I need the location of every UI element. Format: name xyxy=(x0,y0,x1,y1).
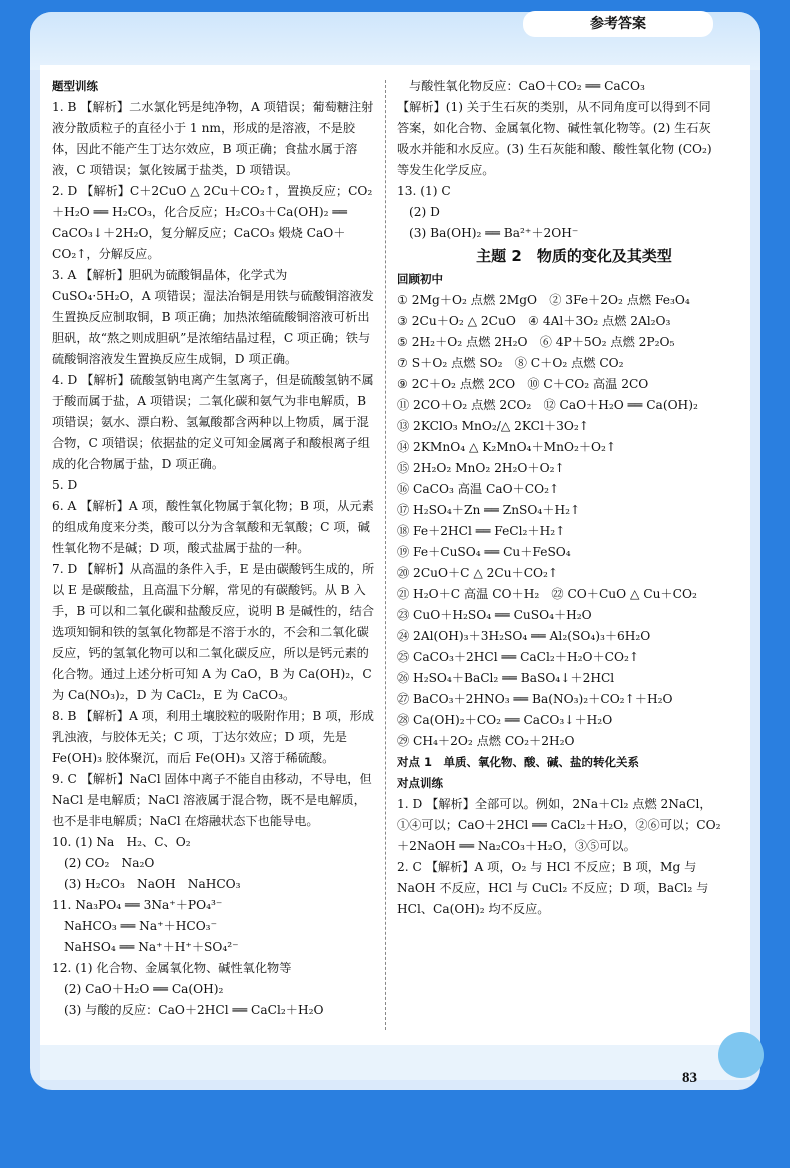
right-paragraph: 对点 1 单质、氧化物、酸、碱、盐的转化关系 xyxy=(397,755,640,769)
right-paragraph: ⑨ 2C＋O₂ 点燃 2CO ⑩ C＋CO₂ 高温 2CO xyxy=(397,377,649,391)
footer-strip xyxy=(40,1045,750,1080)
left-paragraph: (3) H₂CO₃ NaOH NaHCO₃ xyxy=(64,877,241,891)
right-paragraph: 回顾初中 xyxy=(397,272,443,286)
left-paragraph: (3) 与酸的反应：CaO＋2HCl ══ CaCl₂＋H₂O xyxy=(64,1003,324,1017)
right-paragraph: ⑳ 2CuO＋C △ 2Cu＋CO₂↑ xyxy=(397,566,559,580)
left-paragraph: 6. A 【解析】A 项，酸性氧化物属于氧化物；B 项，从元素的组成角度来分类，酸可以分为含氧酸和无氧酸；C 项，碱性氧化物不是碱；D 项，酸式盐属于盐的一种。 xyxy=(52,499,374,555)
left-paragraph: 7. D 【解析】从高温的条件入手，E 是由碳酸钙生成的，所以 E 是碳酸盐，且高温下分解，常见的有碳酸钙。从 B 入手，B 可以和二氧化碳和盐酸反应，说明 B 是碱性的，结合选项知铜和铁的氢氧化物都是不溶于水的，不会和二氧化碳反应，钙的氢氧化物可以和二氧化碳反应，所以是钙元素的化合物。通过上述分析可知 A 为 CaO，B 为 Ca(OH)₂，C 为 Ca(NO₃)₂，D 为 CaCl₂，E 为 CaCO₃。 xyxy=(52,562,375,702)
right-paragraph: ⑬ 2KClO₃ MnO₂/△ 2KCl＋3O₂↑ xyxy=(397,419,589,433)
right-paragraph: ⑤ 2H₂＋O₂ 点燃 2H₂O ⑥ 4P＋5O₂ 点燃 2P₂O₅ xyxy=(397,335,675,349)
right-paragraph: 与酸性氧化物反应：CaO＋CO₂ ══ CaCO₃ xyxy=(409,79,645,93)
right-paragraph: ⑲ Fe＋CuSO₄ ══ Cu＋FeSO₄ xyxy=(397,545,571,559)
left-paragraph: 8. B 【解析】A 项，利用土壤胶粒的吸附作用；B 项，形成乳浊液，与胶体无关；C 项，丁达尔效应；D 项，先是 Fe(OH)₃ 胶体聚沉，而后 Fe(OH)₃ 又溶于稀硫酸。 xyxy=(52,709,374,765)
right-paragraph: ㉔ 2Al(OH)₃＋3H₂SO₄ ══ Al₂(SO₄)₃＋6H₂O xyxy=(397,629,651,643)
right-paragraph: ⑱ Fe＋2HCl ══ FeCl₂＋H₂↑ xyxy=(397,524,566,538)
right-paragraph: 2. C 【解析】A 项，O₂ 与 HCl 不反应；B 项，Mg 与 NaOH 不反应，HCl 与 CuCl₂ 不反应；D 项，BaCl₂ 与 HCl、Ca(OH)₂ 均不反应。 xyxy=(397,860,709,916)
left-paragraph: 1. B 【解析】二水氯化钙是纯净物，A 项错误；葡萄糖注射液分散质粒子的直径小于 1 nm，形成的是溶液，不是胶体，因此不能产生丁达尔效应，B 项正确；食盐水属于溶液，C 项错误；氯化铵属于盐类，D 项错误。 xyxy=(52,100,374,177)
right-paragraph: ⑮ 2H₂O₂ MnO₂ 2H₂O＋O₂↑ xyxy=(397,461,565,475)
right-paragraph: ㉘ Ca(OH)₂＋CO₂ ══ CaCO₃↓＋H₂O xyxy=(397,713,613,727)
right-paragraph: ⑰ H₂SO₄＋Zn ══ ZnSO₄＋H₂↑ xyxy=(397,503,581,517)
right-paragraph: (2) D xyxy=(409,205,440,219)
left-paragraph: 11. Na₃PO₄ ══ 3Na⁺＋PO₄³⁻ xyxy=(52,898,223,912)
left-paragraph: 5. D xyxy=(52,478,78,492)
right-paragraph: ⑪ 2CO＋O₂ 点燃 2CO₂ ⑫ CaO＋H₂O ══ Ca(OH)₂ xyxy=(397,398,698,412)
left-paragraph: (2) CaO＋H₂O ══ Ca(OH)₂ xyxy=(64,982,224,996)
right-paragraph: 【解析】(1) 关于生石灰的类别，从不同角度可以得到不同答案，如化合物、金属氧化物、碱性氧化物等。(2) 生石灰吸水并能和水反应。(3) 生石灰能和酸、酸性氧化物 (CO₂) 等发生化学反应。 xyxy=(397,100,712,177)
left-paragraph: 4. D 【解析】硫酸氢钠电离产生氢离子，但是硫酸氢钠不属于酸而属于盐，A 项错误；二氧化碳和氨气为非电解质，B 项错误；氨水、漂白粉、氢氟酸都含两种以上物质，属于混合物，C 项错误；依据盐的定义可知金属离子和酸根离子组成的化合物属于盐，D 项正确。 xyxy=(52,373,374,471)
page-number: 83 xyxy=(682,1070,697,1086)
right-paragraph: ① 2Mg＋O₂ 点燃 2MgO ② 3Fe＋2O₂ 点燃 Fe₃O₄ xyxy=(397,293,690,307)
left-paragraph: (2) CO₂ Na₂O xyxy=(64,856,155,870)
mascot-icon xyxy=(718,1032,764,1078)
column-divider xyxy=(385,80,386,1030)
right-paragraph: 对点训练 xyxy=(397,776,443,790)
left-paragraph: NaHSO₄ ══ Na⁺＋H⁺＋SO₄²⁻ xyxy=(64,940,239,954)
left-paragraph: 10. (1) Na H₂、C、O₂ xyxy=(52,835,191,849)
right-paragraph: ㉖ H₂SO₄＋BaCl₂ ══ BaSO₄↓＋2HCl xyxy=(397,671,615,685)
left-paragraph: 题型训练 xyxy=(52,79,98,93)
right-paragraph: ⑭ 2KMnO₄ △ K₂MnO₄＋MnO₂＋O₂↑ xyxy=(397,440,617,454)
right-paragraph: 1. D 【解析】全部可以。例如，2Na＋Cl₂ 点燃 2NaCl，①④可以；CaO＋2HCl ══ CaCl₂＋H₂O，②⑥可以；CO₂＋2NaOH ══ Na₂CO₃＋H₂O，③⑤可以。 xyxy=(397,797,721,853)
right-paragraph: ㉙ CH₄＋2O₂ 点燃 CO₂＋2H₂O xyxy=(397,734,575,748)
right-paragraph: 主题 2 物质的变化及其类型 xyxy=(476,247,672,265)
right-paragraph: ③ 2Cu＋O₂ △ 2CuO ④ 4Al＋3O₂ 点燃 2Al₂O₃ xyxy=(397,314,671,328)
left-paragraph: 9. C 【解析】NaCl 固体中离子不能自由移动，不导电，但 NaCl 是电解质；NaCl 溶液属于混合物，既不是电解质，也不是非电解质；NaCl 在熔融状态下也能导电。 xyxy=(52,772,372,828)
right-paragraph: ⑦ S＋O₂ 点燃 SO₂ ⑧ C＋O₂ 点燃 CO₂ xyxy=(397,356,624,370)
left-column xyxy=(52,76,376,1021)
right-paragraph: ㉗ BaCO₃＋2HNO₃ ══ Ba(NO₃)₂＋CO₂↑＋H₂O xyxy=(397,692,673,706)
right-paragraph: ⑯ CaCO₃ 高温 CaO＋CO₂↑ xyxy=(397,482,560,496)
answer-key-tab: 参考答案 xyxy=(523,11,713,37)
left-paragraph: 3. A 【解析】胆矾为硫酸铜晶体，化学式为 CuSO₄·5H₂O，A 项错误；湿法冶铜是用铁与硫酸铜溶液发生置换反应制取铜，B 项正确；加热浓缩硫酸铜溶液可析出胆矾，故“熬之则成胆矾”是浓缩结晶过程，C 项正确；铁与硫酸铜溶液发生置换反应生成铜，D 项正确。 xyxy=(52,268,374,366)
right-column xyxy=(397,76,721,920)
right-paragraph: ㉑ H₂O＋C 高温 CO＋H₂ ㉒ CO＋CuO △ Cu＋CO₂ xyxy=(397,587,697,601)
right-paragraph: ㉓ CuO＋H₂SO₄ ══ CuSO₄＋H₂O xyxy=(397,608,592,622)
right-paragraph: ㉕ CaCO₃＋2HCl ══ CaCl₂＋H₂O＋CO₂↑ xyxy=(397,650,640,664)
left-paragraph: NaHCO₃ ══ Na⁺＋HCO₃⁻ xyxy=(64,919,217,933)
right-paragraph: (3) Ba(OH)₂ ══ Ba²⁺＋2OH⁻ xyxy=(409,226,579,240)
left-paragraph: 2. D 【解析】C＋2CuO △ 2Cu＋CO₂↑，置换反应；CO₂＋H₂O ══ H₂CO₃，化合反应；H₂CO₃＋Ca(OH)₂ ══ CaCO₃↓＋2H₂O，复分解反应；CaCO₃ 煅烧 CaO＋CO₂↑，分解反应。 xyxy=(52,184,373,261)
right-paragraph: 13. (1) C xyxy=(397,184,451,198)
left-paragraph: 12. (1) 化合物、金属氧化物、碱性氧化物等 xyxy=(52,961,292,975)
